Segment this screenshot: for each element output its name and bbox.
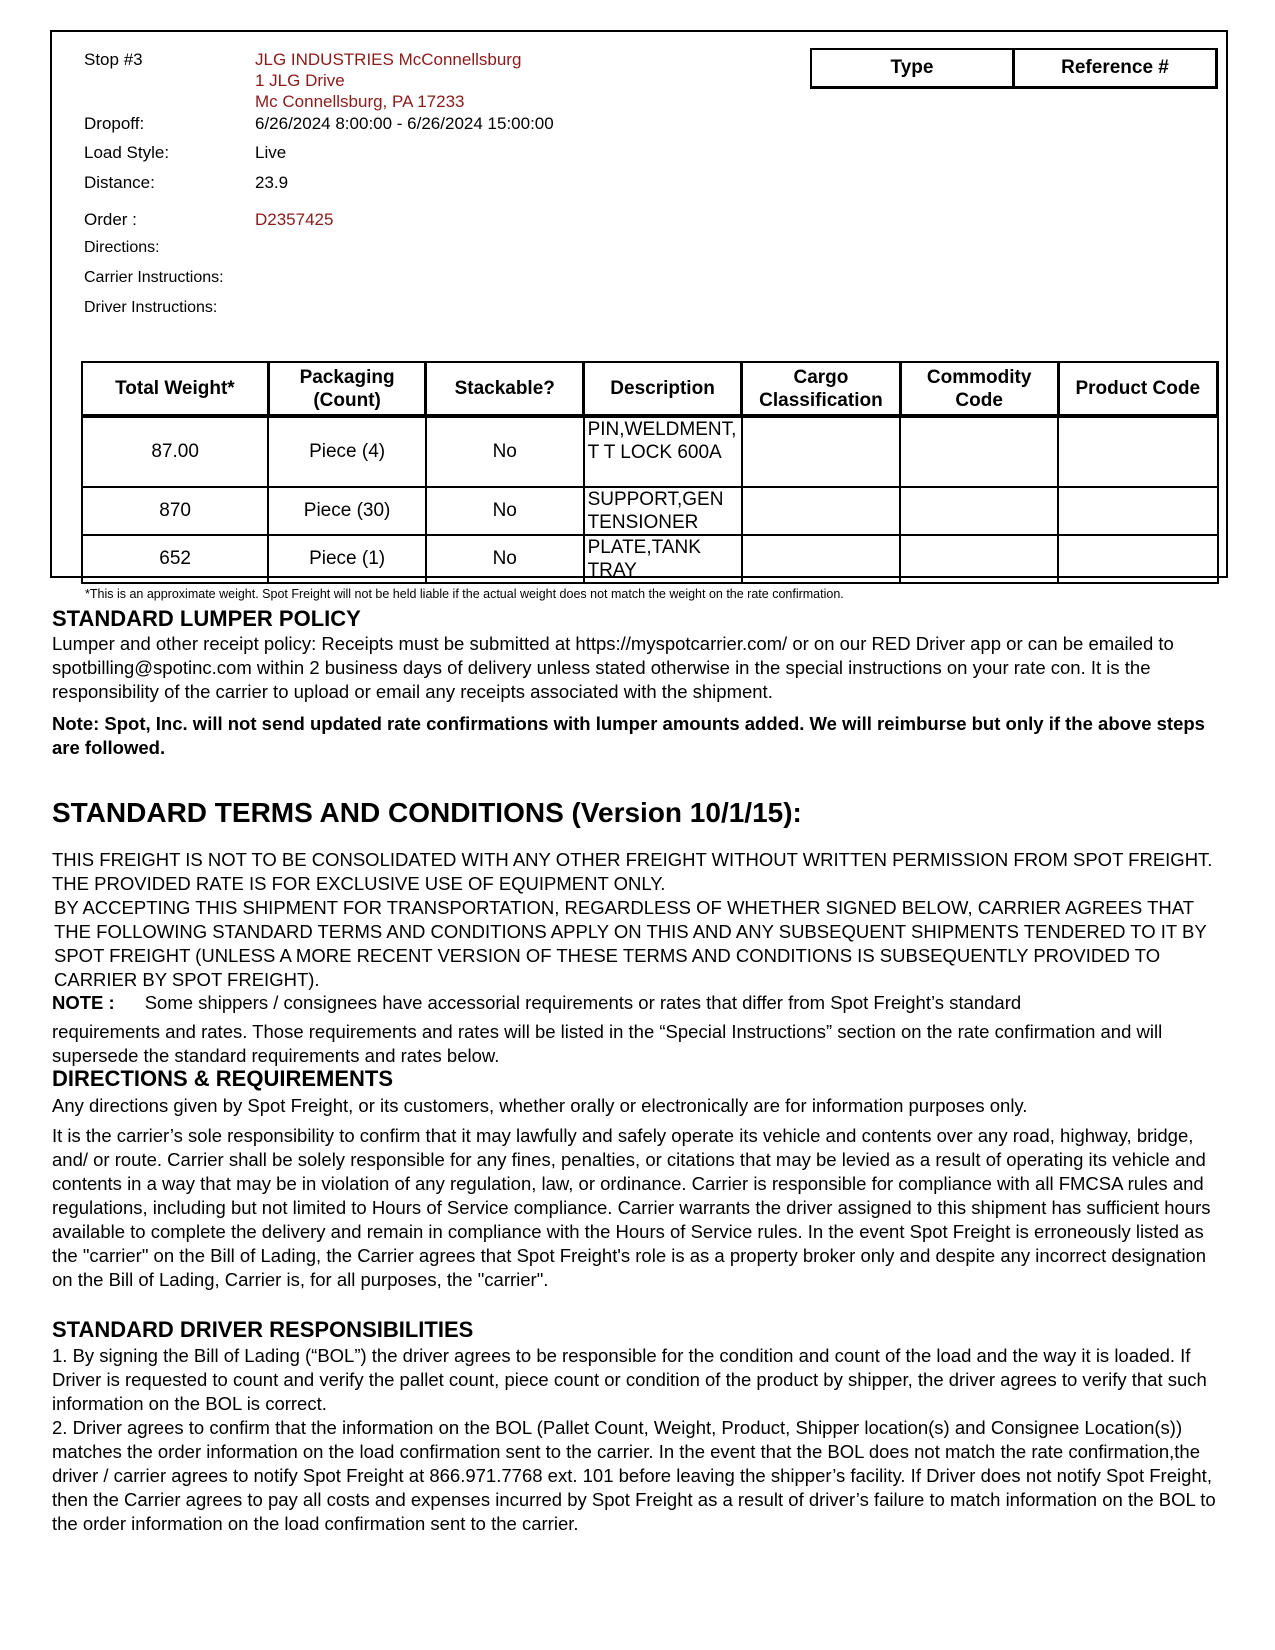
cargo-classification-cell <box>742 535 901 583</box>
product-code-cell <box>1058 535 1218 583</box>
note-label: NOTE : <box>52 992 115 1013</box>
dropoff-value: 6/26/2024 8:00:00 - 6/26/2024 15:00:00 <box>255 114 554 133</box>
stackable-cell: No <box>426 535 584 583</box>
facility-name: JLG INDUSTRIES McConnellsburg <box>255 50 522 69</box>
weight-cell: 652 <box>82 535 268 583</box>
directions-label: Directions: <box>84 239 160 256</box>
directions-responsibility-paragraph: It is the carrier’s sole responsibility to confirm that it may lawfully and safely operate its vehicle and contents over any road, highway, bridge, and/ or route. Carrier shall be solely responsible for any fines, penalties, or citations that may be levied as a result of operating its vehicle and contents in a way that may be in violation of any regulation, law, or ordinance. Carrier is responsible for compliance with all FMCSA rules and regulations, including but not limited to Hours of Service compliance. Carrier warrants the driver assigned to this shipment has sufficient hours available to complete the delivery and remain in compliance with the Hours of Service rules. In the event Spot Freight is erroneously listed as the "carrier" on the Bill of Lading, the Carrier agrees that Spot Freight's role is as a property broker only and despite any incorrect designation on the Bill of Lading, Carrier is, for all purposes, the "carrier". <box>52 1125 1211 1290</box>
order-label: Order : <box>84 210 137 229</box>
load-style-label: Load Style: <box>84 143 170 162</box>
table-row <box>82 535 1218 583</box>
carrier-instructions-label: Carrier Instructions: <box>84 269 224 286</box>
stop-number: Stop #3 <box>84 50 143 69</box>
commodity-code-header: Commodity Code <box>900 362 1058 416</box>
reference-table <box>810 48 1218 89</box>
total-weight-header: Total Weight* <box>82 362 268 416</box>
packaging-cell: Piece (30) <box>268 487 426 535</box>
reference-header: Reference # <box>1014 49 1217 87</box>
cargo-table <box>81 361 1219 584</box>
description-header: Description <box>584 362 742 416</box>
lumper-policy-title: STANDARD LUMPER POLICY <box>52 606 361 631</box>
description-cell: PLATE,TANK TRAY <box>584 535 742 583</box>
terms-note <box>52 991 1222 1015</box>
product-code-cell <box>1058 487 1218 535</box>
terms-note-continuation: requirements and rates. Those requirements and rates will be listed in the “Special Instructions” section on the rate confirmation and will supersede the standard requirements and rates below. <box>52 1021 1163 1066</box>
product-code-header: Product Code <box>1058 362 1218 416</box>
lumper-policy-note: Note: Spot, Inc. will not send updated rate confirmations with lumper amounts added. We will reimburse but only if the above steps are followed. <box>52 713 1205 758</box>
type-header: Type <box>811 49 1014 87</box>
weight-cell: 87.00 <box>82 416 268 487</box>
packaging-cell: Piece (1) <box>268 535 426 583</box>
dropoff-label: Dropoff: <box>84 114 145 133</box>
order-value: D2357425 <box>255 210 334 229</box>
terms-title: STANDARD TERMS AND CONDITIONS (Version 10/1/15): <box>52 797 802 828</box>
commodity-code-cell <box>900 416 1058 487</box>
directions-info-paragraph: Any directions given by Spot Freight, or its customers, whether orally or electronically are for information purposes only. <box>52 1095 1028 1116</box>
cargo-classification-cell <box>742 487 901 535</box>
lumper-policy-body: Lumper and other receipt policy: Receipts must be submitted at https://myspotcarrier.com/ or on our RED Driver app or can be emailed to spotbilling@spotinc.com within 2 business days of delivery unless stated otherwise in the special instructions on your rate con. It is the responsibility of the carrier to upload or email any receipts associated with the shipment. <box>52 633 1174 702</box>
stackable-cell: No <box>426 487 584 535</box>
address-line-1: 1 JLG Drive <box>255 71 345 90</box>
driver-responsibility-item-2: 2. Driver agrees to confirm that the information on the BOL (Pallet Count, Weight, Product, Shipper location(s) and Consignee Location(s)) matches the order information on the load confirmation sent to the carrier. In the event that the BOL does not match the rate confirmation,the driver / carrier agrees to notify Spot Freight at 866.971.7768 ext. 101 before leaving the shipper’s facility. If Driver does not notify Spot Freight, then the Carrier agrees to pay all costs and expenses incurred by Spot Freight as a result of driver’s failure to match information on the BOL to the order information on the load confirmation sent to the carrier. <box>52 1417 1216 1534</box>
terms-acceptance-paragraph: BY ACCEPTING THIS SHIPMENT FOR TRANSPORTATION, REGARDLESS OF WHETHER SIGNED BELOW, CARRIER AGREES THAT THE FOLLOWING STANDARD TERMS AND CONDITIONS APPLY ON THIS AND ANY SUBSEQUENT SHIPMENTS TENDERED TO IT BY SPOT FREIGHT (UNLESS A MORE RECENT VERSION OF THESE TERMS AND CONDITIONS IS SUBSEQUENTLY PROVIDED TO CARRIER BY SPOT FREIGHT). <box>54 897 1207 990</box>
cargo-classification-cell <box>742 416 901 487</box>
note-line-1: Some shippers / consignees have accessorial requirements or rates that differ from Spot Freight’s standard <box>144 992 1022 1013</box>
table-row <box>82 416 1218 487</box>
directions-title: DIRECTIONS & REQUIREMENTS <box>52 1066 394 1091</box>
distance-value: 23.9 <box>255 173 289 192</box>
terms-consolidation-paragraph: THIS FREIGHT IS NOT TO BE CONSOLIDATED WITH ANY OTHER FREIGHT WITHOUT WRITTEN PERMISSION FROM SPOT FREIGHT. THE PROVIDED RATE IS FOR EXCLUSIVE USE OF EQUIPMENT ONLY. <box>52 849 1213 894</box>
packaging-cell: Piece (4) <box>268 416 426 487</box>
description-cell: PIN,WELDMENT, T T LOCK 600A <box>584 416 742 487</box>
commodity-code-cell <box>900 535 1058 583</box>
driver-responsibility-item-1: 1. By signing the Bill of Lading (“BOL”) the driver agrees to be responsible for the condition and count of the load and the way it is loaded. If Driver is requested to count and verify the pallet count, piece count or condition of the product by shipper, the driver agrees to verify that such information on the BOL is correct. <box>52 1345 1207 1414</box>
product-code-cell <box>1058 416 1218 487</box>
driver-responsibilities-title: STANDARD DRIVER RESPONSIBILITIES <box>52 1317 474 1342</box>
cargo-header-row <box>82 362 1218 416</box>
table-row <box>82 487 1218 535</box>
weight-cell: 870 <box>82 487 268 535</box>
distance-label: Distance: <box>84 173 155 192</box>
load-style-value: Live <box>255 143 287 162</box>
description-cell: SUPPORT,GEN TENSIONER <box>584 487 742 535</box>
weight-footnote: *This is an approximate weight. Spot Freight will not be held liable if the actual weight does not match the weight on the rate confirmation. <box>85 587 844 601</box>
commodity-code-cell <box>900 487 1058 535</box>
stackable-header: Stackable? <box>426 362 584 416</box>
stackable-cell: No <box>426 416 584 487</box>
packaging-header: Packaging (Count) <box>268 362 426 416</box>
driver-instructions-label: Driver Instructions: <box>84 299 218 316</box>
address-line-2: Mc Connellsburg, PA 17233 <box>255 92 465 111</box>
cargo-classification-header: Cargo Classification <box>742 362 901 416</box>
